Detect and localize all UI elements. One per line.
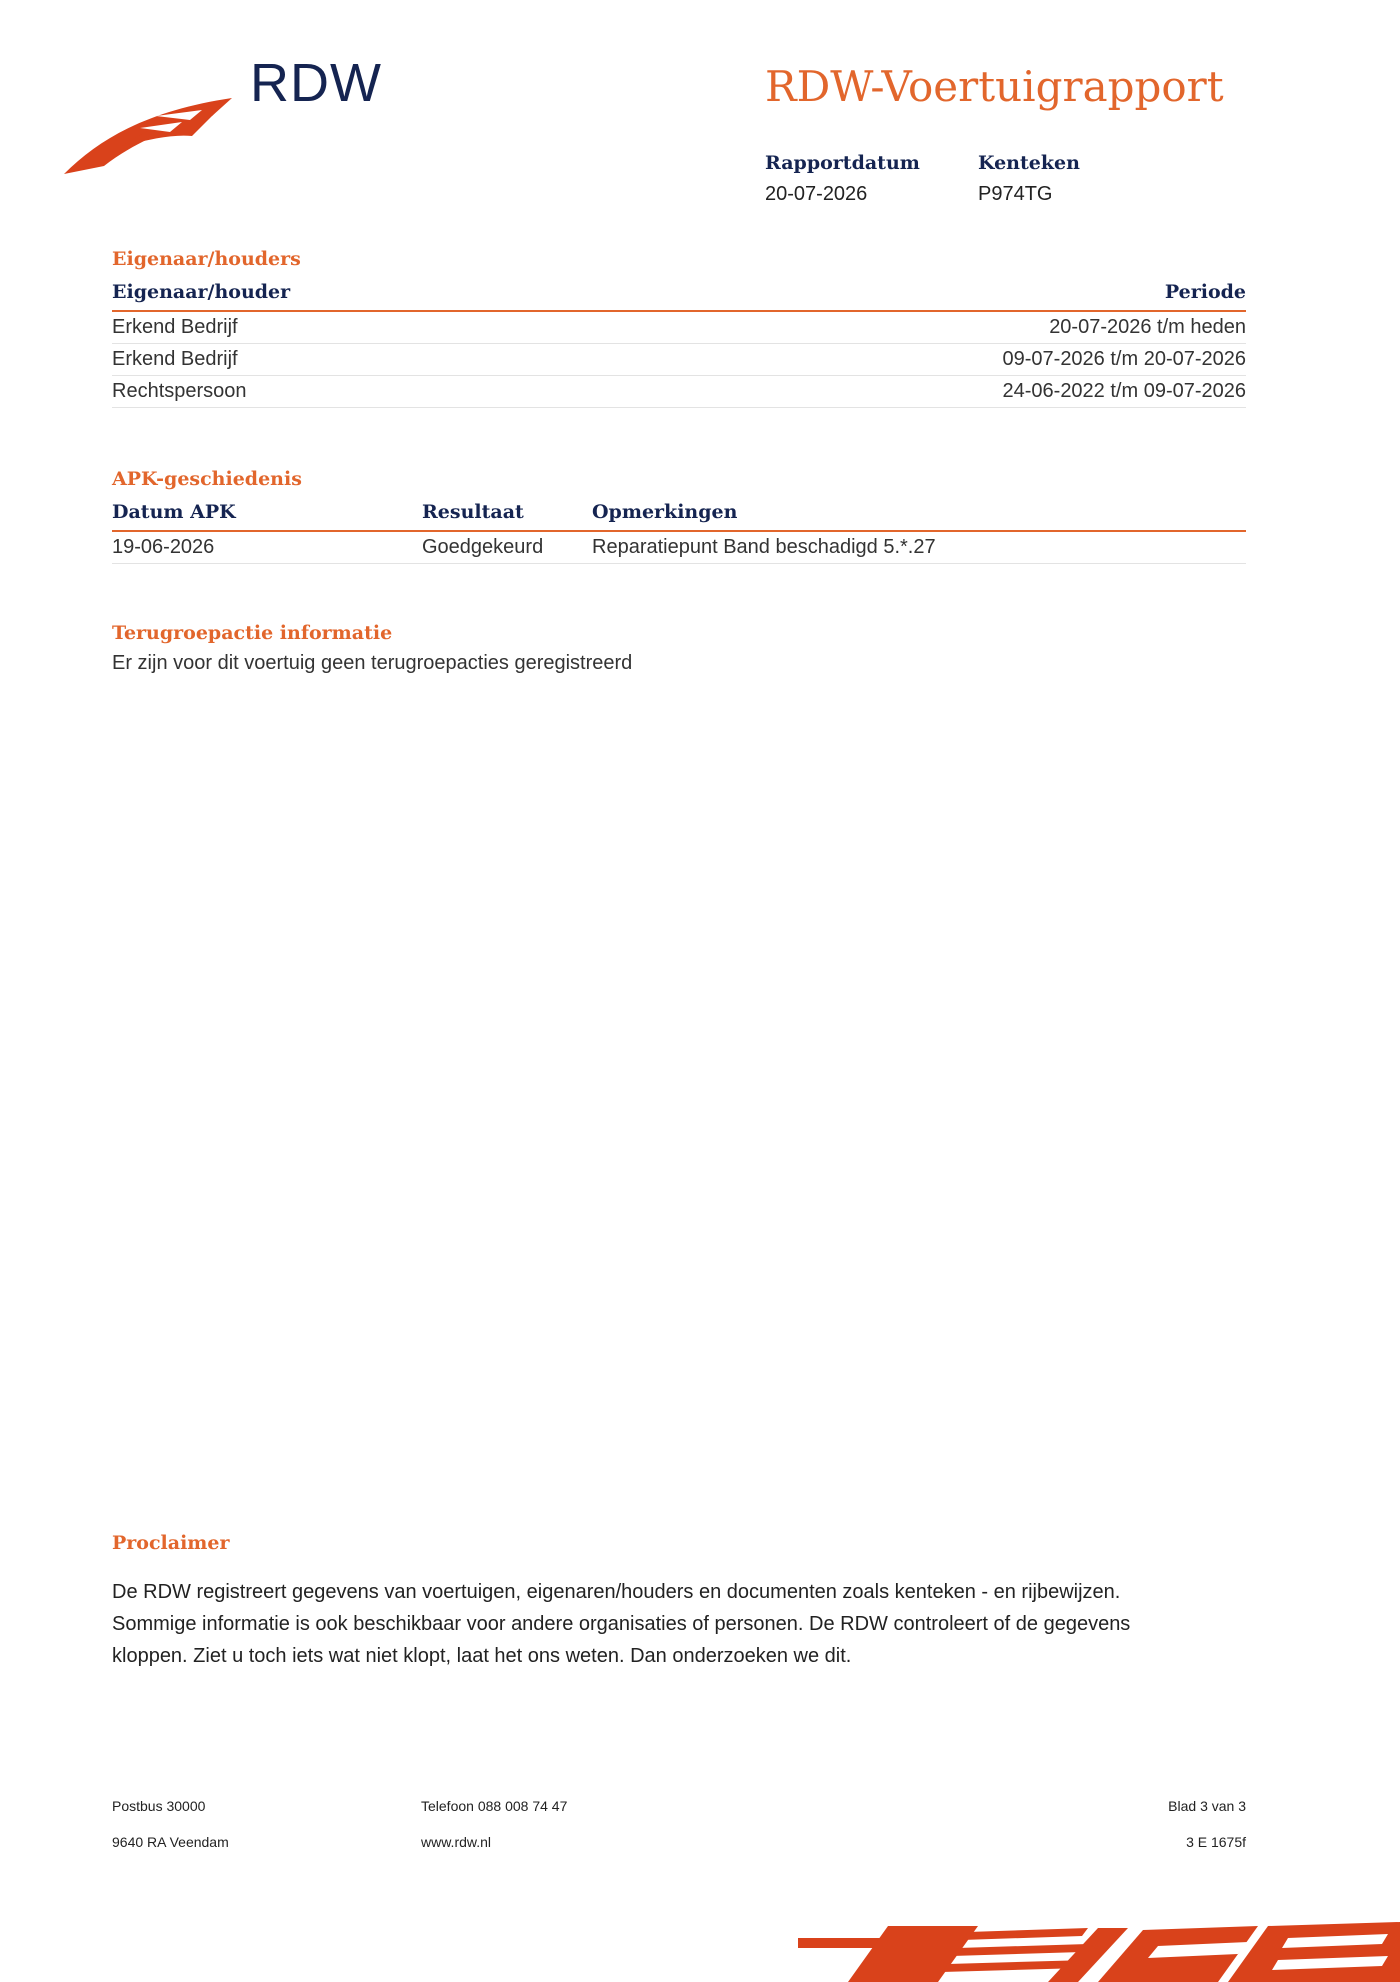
owners-col-owner: Eigenaar/houder bbox=[112, 278, 591, 311]
footer-document-code: 3 E 1675f bbox=[1186, 1834, 1246, 1850]
report-date: 20-07-2026 bbox=[765, 183, 868, 205]
recall-section-title: Terugroepactie informatie bbox=[112, 622, 393, 644]
apk-col-remarks: Opmerkingen bbox=[592, 498, 1246, 531]
apk-result: Goedgekeurd bbox=[422, 531, 592, 564]
recall-section bbox=[112, 622, 1246, 675]
proclaimer-section bbox=[112, 1532, 1246, 1672]
apk-date: 19-06-2026 bbox=[112, 531, 422, 564]
owner-period: 09-07-2026 t/m 20-07-2026 bbox=[591, 344, 1246, 376]
owner-type: Erkend Bedrijf bbox=[112, 311, 591, 344]
apk-table bbox=[112, 498, 1246, 564]
owners-section-title: Eigenaar/houders bbox=[112, 248, 301, 270]
owner-type: Erkend Bedrijf bbox=[112, 344, 591, 376]
table-row bbox=[112, 344, 1246, 376]
table-row bbox=[112, 311, 1246, 344]
footer-phone: Telefoon 088 008 74 47 bbox=[421, 1798, 568, 1814]
owners-header-row bbox=[112, 278, 1246, 311]
apk-remarks: Reparatiepunt Band beschadigd 5.*.27 bbox=[592, 531, 1246, 564]
table-row bbox=[112, 531, 1246, 564]
owner-type: Rechtspersoon bbox=[112, 376, 591, 408]
rdw-logo-icon bbox=[62, 86, 232, 178]
proclaimer-line: De RDW registreert gegevens van voertuigen, eigenaren/houders en documenten zoals kenteken - en rijbewijzen. bbox=[112, 1581, 1121, 1603]
apk-col-result: Resultaat bbox=[422, 498, 592, 531]
proclaimer-text bbox=[112, 1576, 1246, 1672]
proclaimer-line: kloppen. Ziet u toch iets wat niet klopt, laat het ons weten. Dan onderzoeken we dit. bbox=[112, 1645, 852, 1667]
report-title: RDW-Voertuigrapport bbox=[765, 62, 1224, 111]
plate-number: P974TG bbox=[978, 183, 1053, 205]
apk-header-row bbox=[112, 498, 1246, 531]
footer-address-line2: 9640 RA Veendam bbox=[112, 1834, 229, 1850]
footer-stripes-icon bbox=[798, 1908, 1400, 1982]
apk-section bbox=[112, 468, 1246, 564]
report-date-label: Rapportdatum bbox=[765, 152, 920, 174]
owners-section bbox=[112, 248, 1246, 408]
apk-col-date: Datum APK bbox=[112, 498, 422, 531]
proclaimer-title: Proclaimer bbox=[112, 1532, 230, 1554]
footer-page-number: Blad 3 van 3 bbox=[1168, 1798, 1246, 1814]
owners-col-period: Periode bbox=[591, 278, 1246, 311]
brand-name: RDW bbox=[250, 53, 382, 113]
plate-label: Kenteken bbox=[978, 152, 1080, 174]
footer-address-line1: Postbus 30000 bbox=[112, 1798, 206, 1814]
table-row bbox=[112, 376, 1246, 408]
owners-table bbox=[112, 278, 1246, 408]
owner-period: 20-07-2026 t/m heden bbox=[591, 311, 1246, 344]
owner-period: 24-06-2022 t/m 09-07-2026 bbox=[591, 376, 1246, 408]
apk-section-title: APK-geschiedenis bbox=[112, 468, 302, 490]
footer-website[interactable]: www.rdw.nl bbox=[421, 1834, 492, 1850]
recall-text: Er zijn voor dit voertuig geen terugroepacties geregistreerd bbox=[112, 652, 633, 674]
proclaimer-line: Sommige informatie is ook beschikbaar voor andere organisaties of personen. De RDW controleert of de gegevens bbox=[112, 1613, 1131, 1635]
